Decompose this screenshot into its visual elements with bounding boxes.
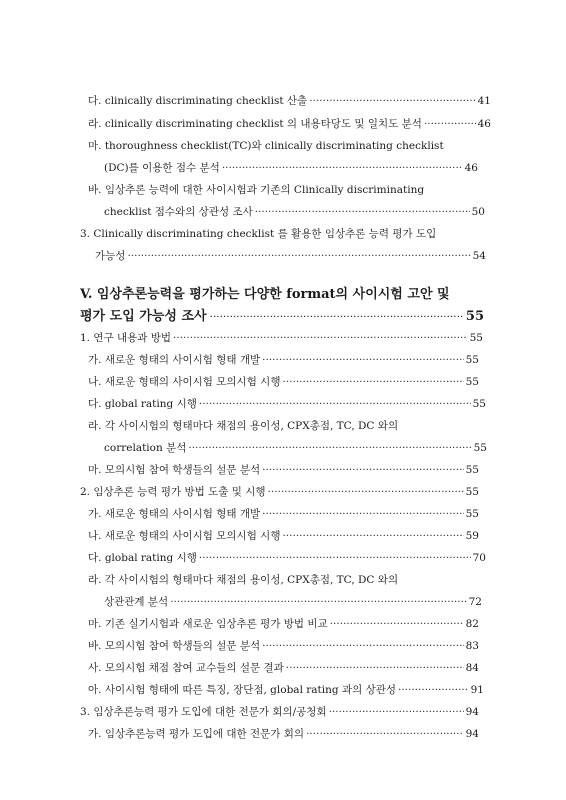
toc-entry-page: 84 [465,662,479,674]
toc-entry[interactable] [95,248,486,263]
dot-leader [329,706,464,718]
toc-entry-page: 55 [472,398,486,410]
dot-leader [330,618,464,630]
toc-entry-title: 바. 모의시험 참여 학생들의 설문 분석 [88,640,261,652]
toc-entry-title: 가. 새로운 형태의 사이시험 형태 개발 [88,508,261,520]
dot-leader [424,118,476,130]
toc-entry-title: 나. 새로운 형태의 사이시험 모의시험 시행 [88,530,281,542]
toc-entry-page: 55 [465,376,479,388]
toc-entry[interactable] [88,616,479,631]
toc-entry[interactable] [88,93,491,108]
toc-entry-page: 50 [471,206,485,218]
toc-entry-page: 54 [472,250,486,262]
dot-leader [286,662,464,674]
toc-entry-page: 94 [465,728,479,740]
dot-leader [210,311,463,323]
toc-entry[interactable] [80,704,479,719]
toc-entry-title: 가. 새로운 형태의 사이시험 형태 개발 [88,354,261,366]
toc-entry-title: 나. 새로운 형태의 사이시험 모의시험 시행 [88,376,281,388]
toc-entry-page: 55 [473,442,487,454]
chapter-heading-entry[interactable] [80,305,484,324]
toc-entry[interactable] [88,638,479,653]
dot-leader [262,354,463,366]
dot-leader [282,530,463,542]
toc-entry[interactable] [88,116,491,131]
dot-leader [199,552,471,564]
toc-entry[interactable] [88,352,479,367]
toc-entry-title[interactable]: 라. 각 사이시험의 형태마다 채점의 용이성, CPX총점, TC, DC 와의 [88,420,399,432]
toc-entry-title: 마. 모의시험 참여 학생들의 설문 분석 [88,464,261,476]
toc-entry[interactable] [80,484,479,499]
chapter-heading-title: 평가 도입 가능성 조사 [80,309,207,324]
dot-leader [255,206,470,218]
toc-entry-page: 46 [477,118,491,130]
toc-entry-title: 사. 모의시험 채점 참여 교수들의 설문 결과 [88,662,284,674]
dot-leader [188,442,471,454]
chapter-heading[interactable]: V. 임상추론능력을 평가하는 다양한 format의 사이시험 고안 및 [80,287,450,302]
toc-entry-title: correlation 분석 [104,442,187,454]
dot-leader [262,464,463,476]
toc-entry-page: 41 [477,95,491,107]
toc-entry-title: 가. 임상추론능력 평가 도입에 대한 전문가 회의 [88,728,305,740]
toc-entry-title[interactable]: 마. thoroughness checklist(TC)와 clinically discriminating checklist [88,140,444,152]
chapter-heading-page: 55 [465,309,484,324]
toc-entry[interactable] [104,440,487,455]
toc-entry[interactable] [88,528,479,543]
toc-entry-title: checklist 점수와의 상관성 조사 [104,206,253,218]
dot-leader [262,640,463,652]
toc-entry-title: 다. clinically discriminating checklist 산출 [88,95,308,107]
toc-entry[interactable] [80,330,483,345]
toc-entry-page: 55 [469,332,483,344]
toc-entry[interactable] [88,682,484,697]
toc-entry-title: 다. global rating 시행 [88,552,197,564]
toc-entry[interactable] [104,204,485,219]
toc-entry-title: 3. 임상추론능력 평가 도입에 대한 전문가 회의/공청회 [80,706,327,718]
toc-entry[interactable] [104,594,482,609]
toc-entry-title: 상관관계 분석 [104,596,169,608]
toc-entry[interactable] [88,462,479,477]
toc-entry-page: 55 [465,464,479,476]
toc-entry-page: 72 [468,596,482,608]
toc-entry-page: 83 [465,640,479,652]
toc-entry[interactable] [88,550,486,565]
dot-leader [306,728,464,740]
toc-entry-title: 아. 사이시험 형태에 따른 특징, 장단점, global rating 과의 상관성 [88,684,396,696]
dot-leader [199,398,471,410]
toc-entry-page: 82 [465,618,479,630]
toc-entry-title: 라. clinically discriminating checklist 의 내용타당도 및 일치도 분석 [88,118,422,130]
toc-entry-title: 마. 기존 실기시험과 새로운 임상추론 평가 방법 비교 [88,618,328,630]
dot-leader [170,596,466,608]
dot-leader [282,376,463,388]
toc-entry[interactable] [88,396,486,411]
toc-entry-title: 2. 임상추론 능력 평가 방법 도출 및 시행 [80,486,266,498]
toc-entry-title: (DC)를 이용한 점수 분석 [104,162,220,174]
toc-entry[interactable] [88,660,479,675]
toc-entry[interactable] [104,160,478,175]
toc-entry-page: 59 [465,530,479,542]
toc-entry-page: 70 [472,552,486,564]
dot-leader [398,684,469,696]
dot-leader [262,508,463,520]
toc-entry-title[interactable]: 라. 각 사이시험의 형태마다 채점의 용이성, CPX총점, TC, DC 와의 [88,574,399,586]
toc-entry-title: 다. global rating 시행 [88,398,197,410]
toc-entry[interactable] [88,374,479,389]
dot-leader [222,162,463,174]
toc-entry-title[interactable]: 바. 임상추론 능력에 대한 사이시험과 기존의 Clinically discriminating [88,184,425,196]
toc-entry[interactable] [88,506,479,521]
toc-entry-title: 1. 연구 내용과 방법 [80,332,172,344]
dot-leader [309,95,475,107]
toc-entry-page: 46 [464,162,478,174]
toc-entry[interactable] [88,726,479,741]
toc-entry-page: 94 [465,706,479,718]
toc-entry-title: 가능성 [95,250,126,262]
dot-leader [127,250,470,262]
dot-leader [268,486,464,498]
dot-leader [173,332,468,344]
toc-entry-page: 55 [465,354,479,366]
toc-entry-page: 91 [470,684,484,696]
toc-entry-title[interactable]: 3. Clinically discriminating checklist 를 활용한 임상추론 능력 평가 도입 [80,228,437,240]
toc-entry-page: 55 [465,486,479,498]
toc-entry-page: 55 [465,508,479,520]
